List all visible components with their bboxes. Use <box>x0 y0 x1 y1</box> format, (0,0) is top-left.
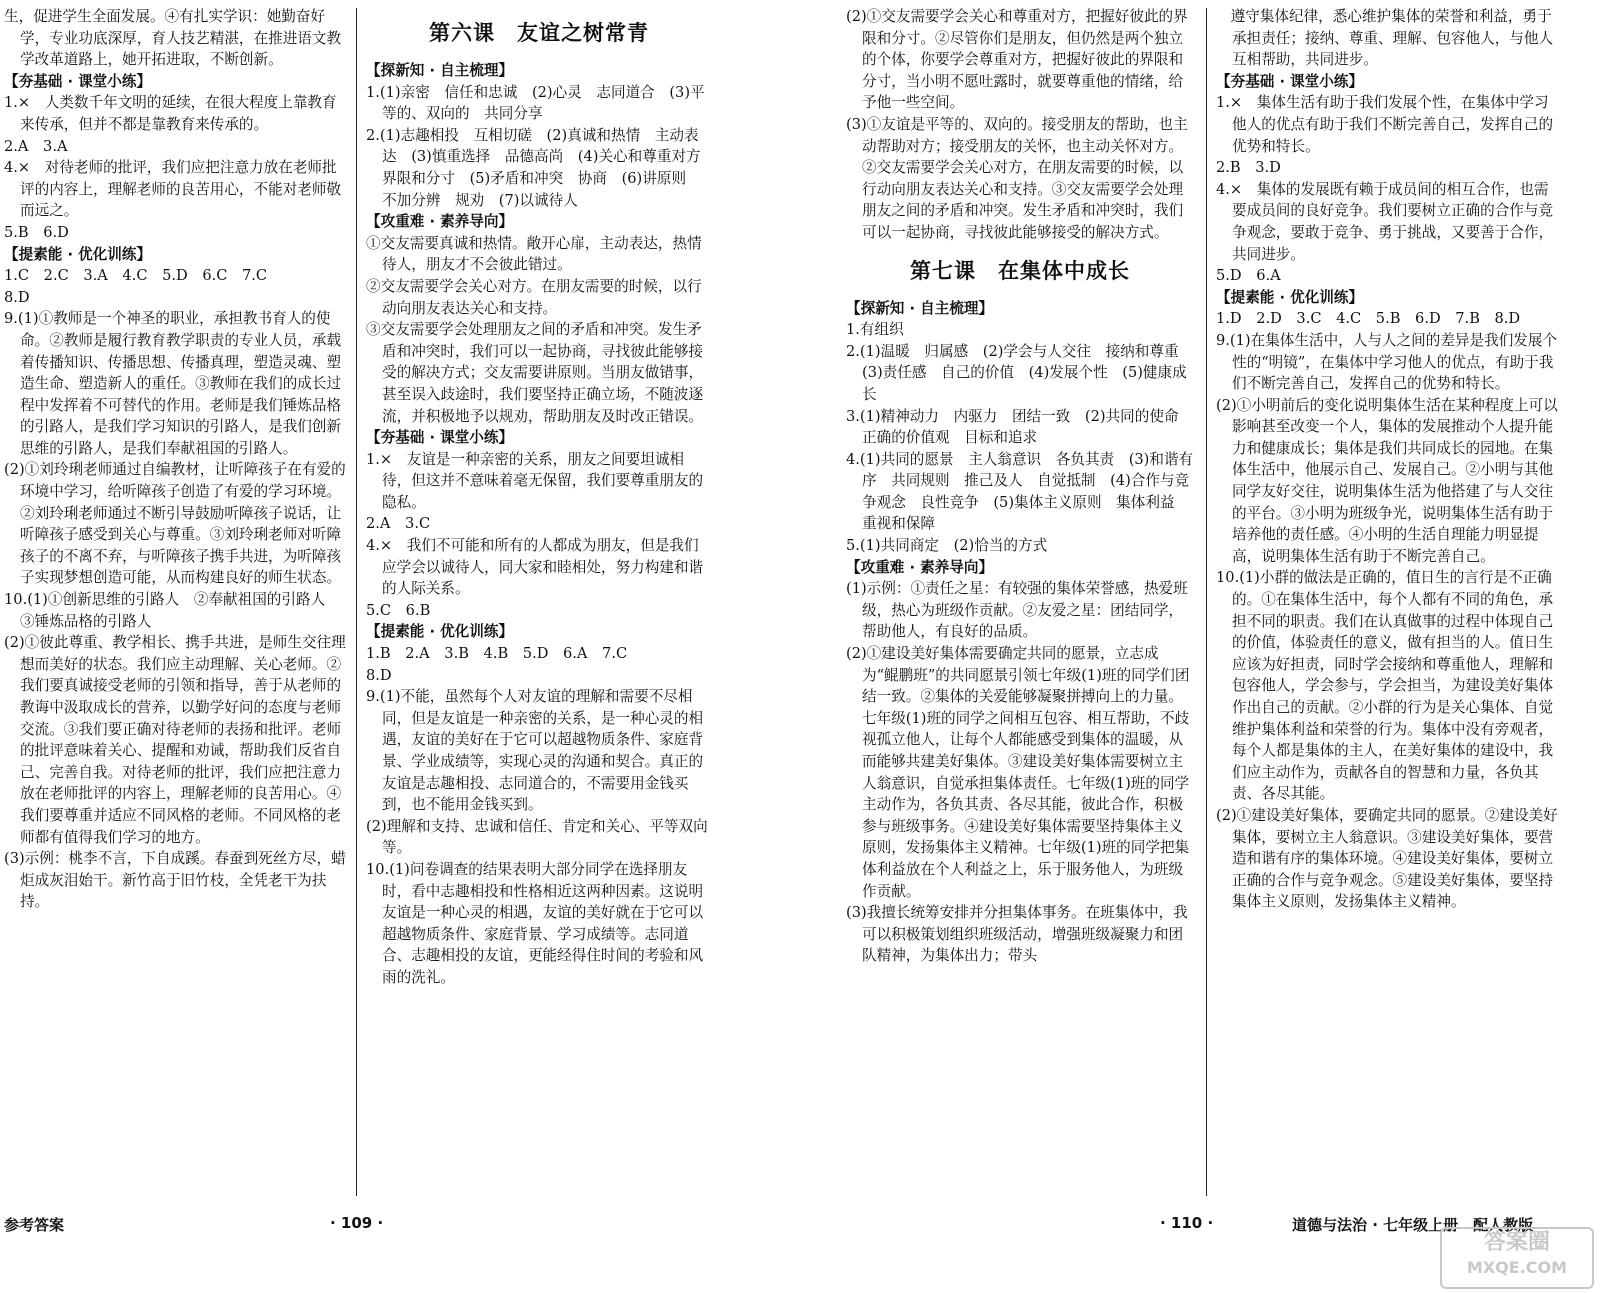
footer-left-label: 参考答案 <box>4 1216 65 1234</box>
answer-paragraph: ③交友需要学会处理朋友之间的矛盾和冲突。发生矛盾和冲突时，我们可以一起协商，寻找彼此能够接受的解决方式；交友需要讲原则。当朋友做错事，甚至误入歧途时，我们要坚持正确立场，不随波逐流，并积极地予以规劝，帮助朋友及时改正错误。 <box>366 321 704 425</box>
column-1 <box>4 6 347 913</box>
answer-paragraph: 5.C 6.B <box>366 601 431 619</box>
answer-paragraph: (2)①刘玲琍老师通过自编教材，让听障孩子在有爱的环境中学习，给听障孩子创造了有爱的学习环境。②刘玲琍老师通过不断引导鼓励听障孩子说话，让听障孩子感受到关心与尊重。③刘玲琍老师对听障孩子的不离不弃，与听障孩子携手共进，为听障孩子实现梦想创造可能，从而构建良好的师生状态。 <box>4 461 346 587</box>
answer-paragraph: 1.有组织 <box>846 321 904 339</box>
answer-paragraph: 1.× 人类数千年文明的延续，在很大程度上靠教育来传承，但并不都是靠教育来传承的。 <box>4 94 337 133</box>
answer-paragraph: 1.(1)亲密 信任和忠诚 (2)心灵 志同道合 (3)平等的、双向的 共同分享 <box>366 83 705 123</box>
section-heading: 【夯基础 · 课堂小练】 <box>1216 72 1364 90</box>
section-heading: 【夯基础 · 课堂小练】 <box>4 72 152 90</box>
answer-paragraph: 1.D 2.D 3.C 4.C 5.B 6.D 7.B 8.D <box>1216 310 1521 328</box>
section-heading: 【探新知 · 自主梳理】 <box>846 299 994 317</box>
lesson-title: 第七课 在集体中成长 <box>910 258 1130 283</box>
answer-paragraph: 4.× 集体的发展既有赖于成员间的相互合作，也需要成员间的良好竞争。我们要树立正确的合作与竞争观念，要敢于竞争、勇于挑战，又要善于合作，共同进步。 <box>1216 180 1554 263</box>
answer-paragraph: 10.(1)①创新思维的引路人 ②奉献祖国的引路人 ③锤炼品格的引路人 <box>4 591 340 630</box>
section-heading: 【提素能 · 优化训练】 <box>4 245 152 263</box>
page-number-left: · 109 · <box>330 1214 384 1232</box>
watermark-line-2: MXQE.COM <box>1466 1258 1568 1277</box>
answer-paragraph: 10.(1)小群的做法是正确的，值日生的言行是不正确的。①在集体生活中，每个人都有不同的角色，承担不同的职责。我们在认真做事的过程中体现自己的价值，体验责任的意义，做有担当的人。值日生应该为好担责，同时学会接纳和尊重他人，理解和包容他人，学会参与，学会担当，为建设美好集体作出自己的贡献。②小群的行为是关心集体、自觉维护集体利益和荣誉的行为。集体中没有旁观者，每个人都是集体的主人，在美好集体的建设中，我们应主动作为，贡献各自的智慧和力量，各负其责、各尽其能。 <box>1216 569 1554 803</box>
answer-paragraph: 1.× 友谊是一种亲密的关系，朋友之间要坦诚相待，但这并不意味着毫无保留，我们要尊重朋友的隐私。 <box>366 450 704 511</box>
section-heading: 【攻重难 · 素养导向】 <box>366 213 514 231</box>
answer-paragraph: 生，促进学生全面发展。④有扎实学识：她勤奋好学，专业功底深厚，育人技艺精湛，在推进语文教学改革道路上，她开拓进取，不断创新。 <box>4 8 342 69</box>
answer-paragraph: 8.D <box>366 666 392 684</box>
section-heading: 【探新知 · 自主梳理】 <box>366 62 514 79</box>
answer-paragraph: 10.(1)问卷调查的结果表明大部分同学在选择朋友时，看中志趣相投和性格相近这两种因素。这说明友谊是一种心灵的相遇，友谊的美好就在于它可以超越物质条件、家庭背景、学习成绩等。志同道合、志趣相投的友谊，更能经得住时间的考验和风雨的洗礼。 <box>366 860 704 986</box>
lesson-title: 第六课 友谊之树常青 <box>429 21 649 45</box>
answer-paragraph: (2)①小明前后的变化说明集体生活在某种程度上可以影响甚至改变一个人，集体的发展推动个人提升能力和健康成长；集体是我们共同成长的园地。在集体生活中，他展示自己、发展自己。②小明与其他同学友好交往，说明集体生活为他搭建了与人交往的平台。③小明为班级争光，说明集体生活有助于培养他的责任感。④小明的生活自理能力明显提高，说明集体生活有助于不断完善自己。 <box>1216 396 1558 565</box>
watermark-line-1: 答案圈 <box>1483 1230 1550 1255</box>
column-2 <box>366 6 716 989</box>
book-title: 道德与法治 · 七年级上册 配人教版 <box>1292 1216 1534 1234</box>
answer-paragraph: 1.B 2.A 3.B 4.B 5.D 6.A 7.C <box>366 645 628 663</box>
answer-paragraph: 9.(1)①教师是一个神圣的职业，承担教书育人的使命。②教师是履行教育教学职责的专业人员，承载着传播知识、传播思想、传播真理，塑造灵魂、塑造生命、塑造新人的重任。③教师在我们的成长过程中发挥着不可替代的作用。老师是我们锤炼品格的引路人，是我们学习知识的引路人，是我们创新思维的引路人，是我们奉献祖国的引路人。 <box>4 310 342 457</box>
answer-paragraph: (2)①彼此尊重、教学相长、携手共进，是师生交往理想而美好的状态。我们应主动理解、关心老师。②我们要真诚接受老师的引领和指导，善于从老师的教诲中汲取成长的营养，以勤学好问的态度与老师交流。③我们要正确对待老师的表扬和批评。老师的批评意味着关心、提醒和劝诫，帮助我们反省自己、完善自我。对待老师的批评，我们应把注意力放在老师批评的内容上，理解老师的良苦用心。④我们要尊重并适应不同风格的老师。不同风格的老师都有值得我们学习的地方。 <box>4 634 346 846</box>
answer-paragraph: 3.(1)精神动力 内驱力 团结一致 (2)共同的使命 正确的价值观 目标和追求 <box>846 407 1194 447</box>
answer-paragraph: 遵守集体纪律，悉心维护集体的荣誉和利益，勇于承担责任；接纳、尊重、理解、包容他人，与他人互相帮助，共同进步。 <box>1216 8 1554 69</box>
answer-paragraph: (3)我擅长统筹安排并分担集体事务。在班集体中，我可以积极策划组织班级活动，增强班级凝聚力和团队精神，为集体出力；带头 <box>846 904 1188 965</box>
answer-paragraph: (3)①友谊是平等的、双向的。接受朋友的帮助，也主动帮助对方；接受朋友的关怀，也主动关怀对方。②交友需要学会关心对方，在朋友需要的时候，以行动向朋友表达关心和支持。③交友需要学会处理朋友之间的矛盾和冲突。发生矛盾和冲突时，我们可以一起协商，寻找彼此能够接受的解决方式。 <box>846 115 1188 241</box>
answer-paragraph: (3)示例：桃李不言，下自成蹊。春蚕到死丝方尽，蜡炬成灰泪始干。新竹高于旧竹枝，全凭老干为扶持。 <box>4 850 346 911</box>
section-heading: 【提素能 · 优化训练】 <box>366 623 514 641</box>
section-heading: 【提素能 · 优化训练】 <box>1216 288 1364 306</box>
answer-paragraph: 1.× 集体生活有助于我们发展个性，在集体中学习他人的优点有助于我们不断完善自己，发挥自己的优势和特长。 <box>1216 94 1554 155</box>
answer-paragraph: (2)①建设美好集体需要确定共同的愿景，立志成为“鲲鹏班”的共同愿景引领七年级(1)班的同学们团结一致。②集体的关爱能够凝聚拼搏向上的力量。七年级(1)班的同学之间相互包容、相互帮助，不歧视孤立他人，让每个人都能感受到集体的温暖，从而能够共建美好集体。③建设美好集体需要树立主人翁意识，自觉承担集体责任。七年级(1)班的同学主动作为，各负其责、各尽其能，彼此合作，积极参与班级事务。④建设美好集体需要坚持集体主义原则，发扬集体主义精神。七年级(1)班的同学把集体利益放在个人利益之上，乐于服务他人，为班级作贡献。 <box>846 645 1190 900</box>
answer-paragraph: 2.A 3.A <box>4 137 68 155</box>
answer-paragraph: 1.C 2.C 3.A 4.C 5.D 6.C 7.C <box>4 267 268 285</box>
column-4 <box>1216 6 1562 913</box>
answer-paragraph: 5.B 6.D <box>4 223 69 241</box>
page-number-right: · 110 · <box>1160 1214 1214 1232</box>
answer-paragraph: (2)①建设美好集体，要确定共同的愿景。②建设美好集体，要树立主人翁意识。③建设美好集体，要营造和谐有序的集体环境。④建设美好集体，要树立正确的合作与竞争观念。⑤建设美好集体，要坚持集体主义原则，发扬集体主义精神。 <box>1216 806 1558 911</box>
answer-paragraph: 2.B 3.D <box>1216 159 1281 177</box>
answer-paragraph: (2)理解和支持、忠诚和信任、肯定和关心、平等双向等。 <box>366 817 708 857</box>
answer-paragraph: ①交友需要真诚和热情。敞开心扉，主动表达，热情待人，朋友才不会彼此错过。 <box>366 234 702 274</box>
answer-paragraph: 4.(1)共同的愿景 主人翁意识 各负其责 (3)和谐有序 共同规则 推己及人 自觉抵制 (4)合作与竞争观念 良性竞争 (5)集体主义原则 集体利益 重视和保障 <box>846 450 1194 533</box>
section-heading: 【攻重难 · 素养导向】 <box>846 558 994 576</box>
answer-paragraph: 5.(1)共同商定 (2)恰当的方式 <box>846 537 1048 555</box>
answer-paragraph: 9.(1)在集体生活中，人与人之间的差异是我们发展个性的“明镜”，在集体中学习他人的优点，有助于我们不断完善自己，发挥自己的优势和特长。 <box>1216 331 1558 393</box>
answer-paragraph: (2)①交友需要学会关心和尊重对方，把握好彼此的界限和分寸。②尽管你们是朋友，但仍然是两个独立的个体，你要学会尊重对方，把握好彼此的界限和分寸，当小明不愿吐露时，就要尊重他的情绪，给予他一些空间。 <box>846 8 1188 112</box>
column-divider <box>1206 8 1207 1196</box>
answer-paragraph: 9.(1)不能，虽然每个人对友谊的理解和需要不尽相同，但是友谊是一种亲密的关系，是一种心灵的相遇，友谊的美好在于它可以超越物质条件、家庭背景、学业成绩等，实现心灵的沟通和契合。真正的友谊是志趣相投、志同道合的，不需要用金钱买到，也不能用金钱买到。 <box>366 688 704 814</box>
section-heading: 【夯基础 · 课堂小练】 <box>366 429 514 447</box>
column-3 <box>846 6 1194 967</box>
watermark-logo <box>1440 1227 1594 1289</box>
answer-paragraph: 2.(1)温暖 归属感 (2)学会与人交往 接纳和尊重 (3)责任感 自己的价值 (4)发展个性 (5)健康成长 <box>846 342 1194 403</box>
answer-paragraph: ②交友需要学会关心对方。在朋友需要的时候，以行动向朋友表达关心和支持。 <box>366 277 702 317</box>
answer-paragraph: 8.D <box>4 288 30 306</box>
answer-paragraph: 2.A 3.C <box>366 515 431 533</box>
answer-paragraph: 4.× 我们不可能和所有的人都成为朋友，但是我们应学会以诚待人，同大家和睦相处，努力构建和谐的人际关系。 <box>366 537 704 598</box>
answer-paragraph: 4.× 对待老师的批评，我们应把注意力放在老师批评的内容上，理解老师的良苦用心，不能对老师敬而远之。 <box>4 159 342 220</box>
column-divider <box>356 8 357 1196</box>
answer-paragraph: 5.D 6.A <box>1216 267 1281 285</box>
answer-paragraph: (1)示例：①责任之星：有较强的集体荣誉感，热爱班级，热心为班级作贡献。②友爱之星：团结同学，帮助他人，有良好的品质。 <box>846 580 1188 641</box>
answer-paragraph: 2.(1)志趣相投 互相切磋 (2)真诚和热情 主动表达 (3)慎重选择 品德高尚 (4)关心和尊重对方 界限和分寸 (5)矛盾和冲突 协商 (6)讲原则 不加分辨 规劝 (7)以诚待人 <box>366 126 716 209</box>
